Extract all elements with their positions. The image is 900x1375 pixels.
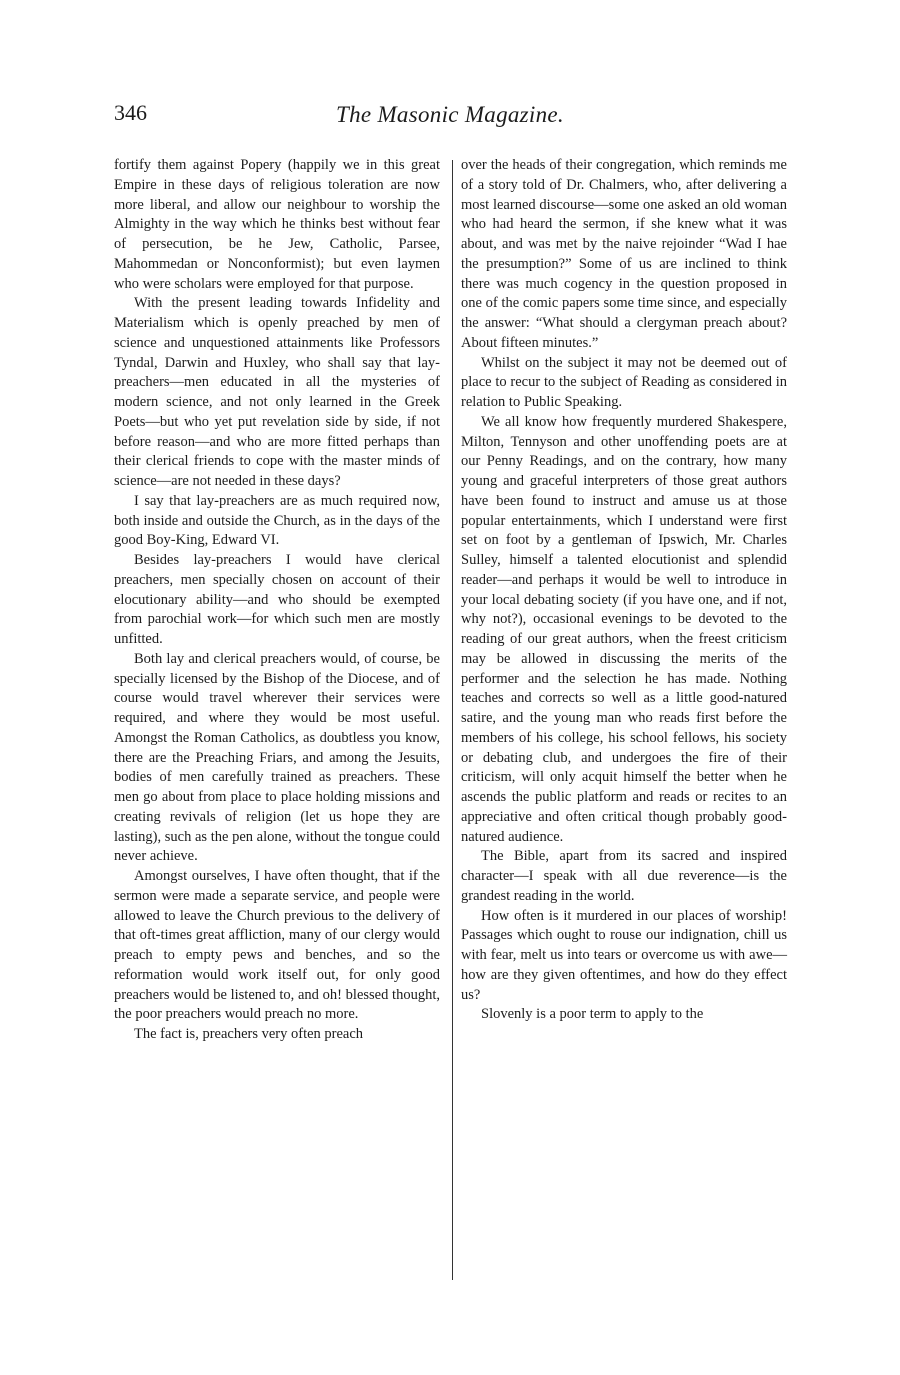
right-column bbox=[461, 156, 787, 1025]
paragraph: Slovenly is a poor term to apply to the bbox=[481, 1006, 704, 1023]
paragraph: over the heads of their congregation, which reminds me of a story told of Dr. Chalmers, who, after delivering a most learned discourse—some one asked an old woman who had heard the sermon, if she knew what it was about, and was met by the naive rejoinder “Wad I hae the presumption?” Some of us are inclined to think there was much cogency in the question proposed in one of the comic papers some time since, and especially the answer: “What should a clergyman preach about? About fifteen minutes.” bbox=[461, 157, 787, 351]
column-divider bbox=[452, 160, 453, 1280]
paragraph: The Bible, apart from its sacred and inspired character—I speak with all due reverence—is the grandest reading in the world. bbox=[461, 848, 787, 904]
page-number: 346 bbox=[114, 100, 147, 125]
paragraph: I say that lay-preachers are as much required now, both inside and outside the Church, as in the days of the good Boy-King, Edward VI. bbox=[114, 492, 440, 549]
paragraph: Whilst on the subject it may not be deemed out of place to recur to the subject of Reading as considered in relation to Public Speaking. bbox=[461, 354, 787, 410]
running-title: The Masonic Magazine. bbox=[336, 102, 564, 127]
paragraph: fortify them against Popery (happily we in this great Empire in these days of religious toleration are now more liberal, and allow our neighbour to worship the Almighty in the way which he thinks best without fear of persecution, be he Jew, Catholic, Parsee, Mahommedan or Nonconformist); but even laymen who were scholars were employed for that purpose. bbox=[114, 157, 440, 292]
paragraph: With the present leading towards Infidelity and Materialism which is openly preached by men of science and unquestioned attainments like Professors Tyndal, Darwin and Huxley, who shall say that lay-preachers—men educated in all the mysteries of modern science, and not only learned in the Greek Poets—but who yet put revelation side by side, if not before reason—and who are more fitted perhaps than their clerical friends to cope with the master minds of science—are not needed in these days? bbox=[114, 295, 440, 489]
paragraph: How often is it murdered in our places of worship! Passages which ought to rouse our indignation, chill us with fear, melt us into tears or overcome us with awe—how are they given oftentimes, and how do they effect us? bbox=[461, 907, 787, 1003]
paragraph: We all know how frequently murdered Shakespere, Milton, Tennyson and other unoffending poets are at our Penny Readings, and on the contrary, how many young and graceful interpreters of those great authors have been found to instruct and amuse us at those popular entertainments, which I understand were first set on foot by a gentleman of Ipswich, Mr. Charles Sulley, himself a talented elocutionist and splendid reader—and perhaps it would be well to introduce in your local debating society (if you have one, and if not, why not?), occasional evenings to be devoted to the reading of our great authors, when the freest criticism may be allowed in discussing the merits of the performer and the selection he has made. Nothing teaches and corrects so well as a little good-natured satire, and the young man who reads first before the members of his college, his school fellows, his society or debating club, and undergoes the fire of their criticism, will only acquit himself the better when he ascends the public platform and reads or recites to an appreciative and often critical though probably good-natured audience. bbox=[461, 413, 787, 845]
paragraph: The fact is, preachers very often preach bbox=[134, 1026, 364, 1042]
left-column bbox=[114, 156, 440, 1045]
paragraph: Besides lay-preachers I would have clerical preachers, men specially chosen on account of their elocutionary ability—and who should be exempted from parochial work—for which such men are mostly unfitted. bbox=[114, 552, 440, 647]
paragraph: Both lay and clerical preachers would, of course, be specially licensed by the Bishop of the Diocese, and of course would travel wherever their services were required, and where they would be most useful. Amongst the Roman Catholics, as doubtless you know, there are the Preaching Friars, and among the Jesuits, bodies of men carefully trained as preachers. These men go about from place to place holding missions and creating revivals of religion (let us hope they are lasting), such as the pen alone, without the tongue could never achieve. bbox=[114, 650, 440, 865]
paragraph: Amongst ourselves, I have often thought, that if the sermon were made a separate service, and people were allowed to leave the Church previous to the delivery of that oft-times great affliction, many of our clergy would preach to empty pews and benches, and so the reformation would work itself out, for only good preachers would be listened to, and oh! blessed thought, the poor preachers would preach no more. bbox=[114, 868, 440, 1023]
